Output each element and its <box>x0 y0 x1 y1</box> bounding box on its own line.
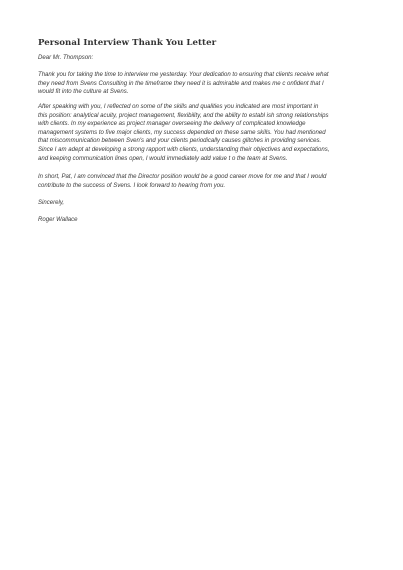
paragraph-line: and keeping communication lines open, I would immediately add value t o the team at Svens. <box>38 155 288 162</box>
paragraph-line: contribute to the success of Svens. I look forward to hearing from you. <box>38 182 226 189</box>
salutation: Dear Mr. Thompson: <box>38 55 94 61</box>
paragraph-line: management systems to five major clients, my success depended on these same skills. You had mentioned <box>38 129 326 136</box>
paragraph-3 <box>38 173 378 190</box>
paragraph-line: In short, Pat, I am convinced that the Director position would be a good career move for me and that I would <box>38 174 327 180</box>
document-title: Personal Interview Thank You Letter <box>38 38 217 48</box>
signature-name: Roger Wallace <box>38 217 78 223</box>
closing: Sincerely, <box>38 200 65 206</box>
paragraph-1 <box>38 71 378 97</box>
paragraph-line: this position: analytical acuity, project management, flexibility, and the ability to establ ish strong relationships <box>38 112 329 119</box>
paragraph-line: Thank you for taking the time to interview me yesterday. Your dedication to ensuring that clients receive what <box>38 72 329 78</box>
paragraph-line: with clients. In my experience as project manager overseeing the delivery of complicated knowledge <box>38 121 306 128</box>
paragraph-2 <box>38 103 378 163</box>
paragraph-line: that miscommunication between Sven's and your clients periodically causes glitches in providing services. <box>38 138 322 145</box>
paragraph-line: After speaking with you, I reflected on some of the skills and qualities you indicated are most important in <box>38 104 319 110</box>
paragraph-line: Since I am adept at developing a strong rapport with clients, understanding their objectives and expectations, <box>38 146 330 153</box>
paragraph-line: they need from Svens Consulting in the timeframe they need it is admirable and makes me c onfident that I <box>38 80 324 87</box>
paragraph-line: would fit into the culture at Svens. <box>38 89 129 96</box>
